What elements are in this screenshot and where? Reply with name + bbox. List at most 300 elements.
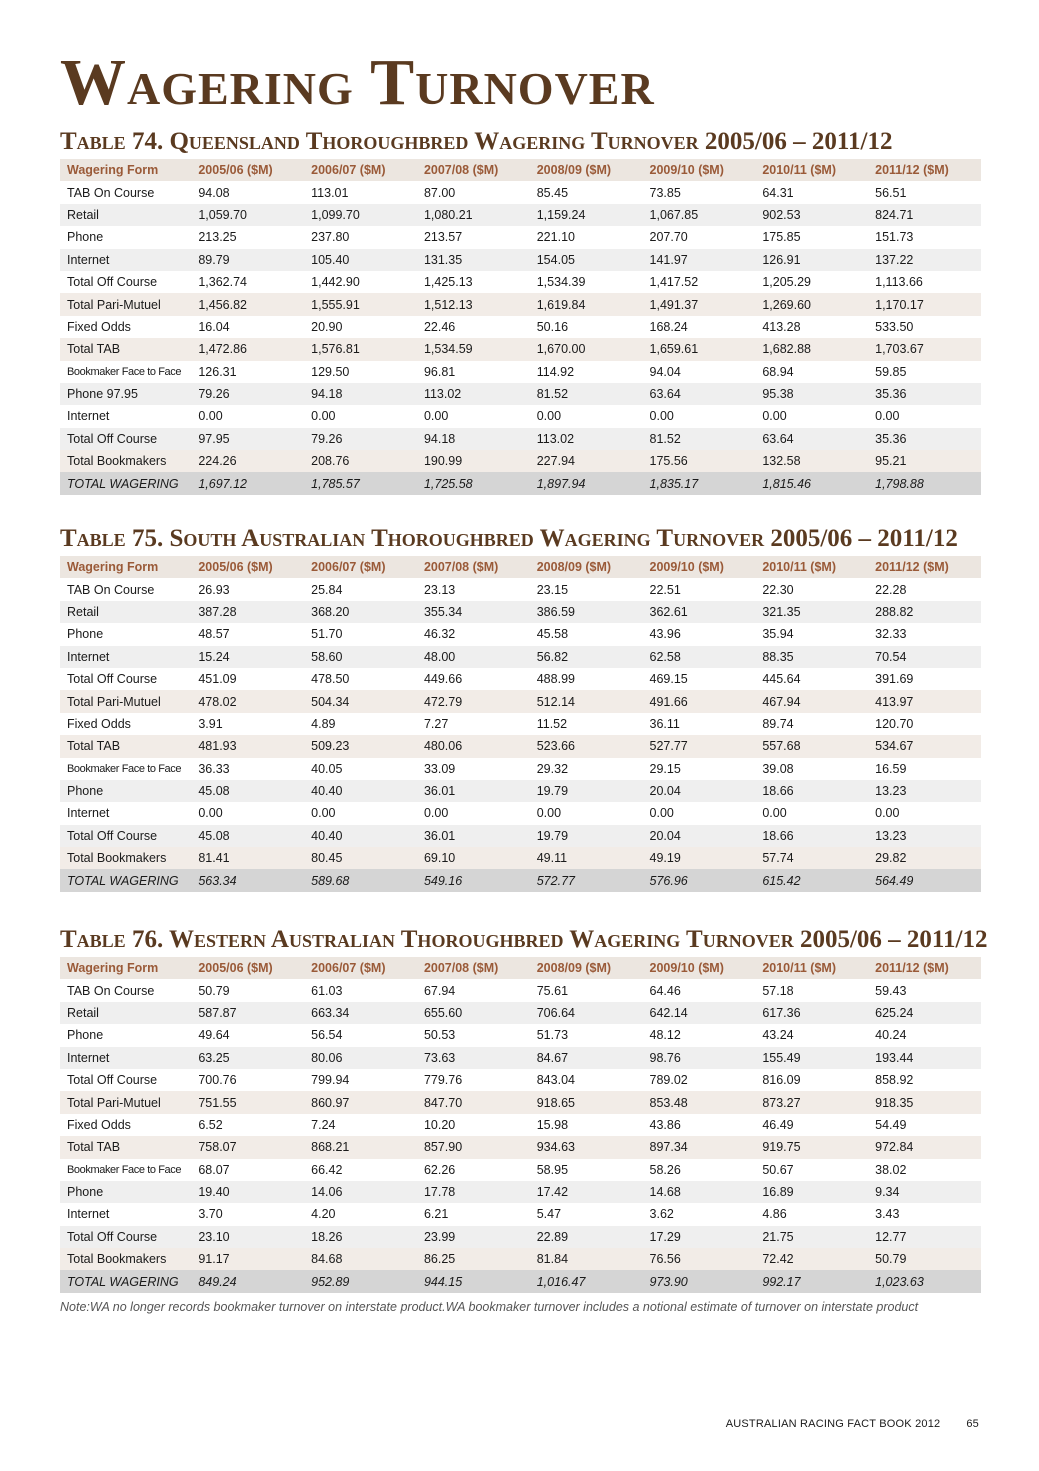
table-row xyxy=(60,668,981,690)
table-cell: 113.01 xyxy=(311,185,349,200)
table-cell: 572.77 xyxy=(530,869,643,891)
table-cell: 13.23 xyxy=(868,780,981,802)
table-cell: 3.91 xyxy=(198,716,223,731)
table-cell: 51.70 xyxy=(311,627,343,642)
row-label: Internet xyxy=(67,806,110,821)
table-cell: 40.05 xyxy=(311,761,343,776)
table-row xyxy=(60,713,981,735)
row-label: Total Bookmakers xyxy=(60,1248,191,1270)
row-label: Retail xyxy=(60,601,191,623)
table-cell: 362.61 xyxy=(643,601,756,623)
table-cell: 1,534.59 xyxy=(417,338,530,360)
table-cell: 43.24 xyxy=(762,1028,794,1043)
table-cell: 934.63 xyxy=(530,1136,643,1158)
table-cell: 58.26 xyxy=(649,1162,681,1177)
table-cell: 221.10 xyxy=(536,230,575,245)
table-cell: 504.34 xyxy=(304,690,417,712)
table-cell: 533.50 xyxy=(875,319,914,334)
table-cell: 918.35 xyxy=(868,1091,981,1113)
table-title: Table 74. Queensland Thoroughbred Wagering Turnover 2005/06 – 2011/12 xyxy=(60,128,893,155)
column-header: 2005/06 ($M) xyxy=(191,159,304,181)
table-cell: 0.00 xyxy=(649,806,674,821)
table-cell: 33.09 xyxy=(423,761,456,776)
footer-page-number: 65 xyxy=(966,1418,979,1430)
table-cell: 75.61 xyxy=(536,983,569,998)
table-cell: 1,362.74 xyxy=(198,275,248,290)
table-cell: 51.73 xyxy=(536,1028,569,1043)
table-note: Note:WA no longer records bookmaker turnover on interstate product.WA bookmaker turnover includes a notional estimate of turnover on interstate product xyxy=(60,1300,919,1314)
column-header: 2007/08 ($M) xyxy=(417,957,530,979)
table-cell: 0.00 xyxy=(875,806,900,821)
column-header: 2007/08 ($M) xyxy=(417,159,530,181)
table-row xyxy=(60,780,981,802)
table-cell: 1,113.66 xyxy=(875,275,923,290)
table-cell: 95.21 xyxy=(868,450,981,472)
table-row xyxy=(60,758,981,780)
table-cell: 523.66 xyxy=(530,735,643,757)
table-cell: 615.42 xyxy=(755,869,868,891)
table-cell: 13.23 xyxy=(868,825,981,847)
table-cell: 94.08 xyxy=(198,185,230,200)
table-cell: 1,442.90 xyxy=(311,275,360,290)
table-cell: 85.45 xyxy=(536,185,569,200)
table-cell: 86.25 xyxy=(417,1248,530,1270)
column-header: 2010/11 ($M) xyxy=(755,159,868,181)
table-cell: 918.65 xyxy=(530,1091,643,1113)
table-row xyxy=(60,181,981,203)
row-label: Total Off Course xyxy=(60,428,191,450)
table-cell: 73.63 xyxy=(417,1047,530,1069)
table-cell: 50.79 xyxy=(198,983,230,998)
table-cell: 617.36 xyxy=(755,1002,868,1024)
table-cell: 1,798.88 xyxy=(868,472,981,494)
row-label: TOTAL WAGERING xyxy=(60,869,191,891)
table-cell: 391.69 xyxy=(875,672,914,687)
table-cell: 860.97 xyxy=(304,1091,417,1113)
table-cell: 175.56 xyxy=(643,450,756,472)
table-cell: 49.64 xyxy=(198,1028,230,1043)
row-label: Phone xyxy=(60,1181,191,1203)
row-label: TAB On Course xyxy=(67,983,155,998)
table-cell: 17.29 xyxy=(643,1226,756,1248)
table-cell: 16.89 xyxy=(755,1181,868,1203)
table-cell: 758.07 xyxy=(191,1136,304,1158)
table-cell: 655.60 xyxy=(417,1002,530,1024)
table-cell: 1,080.21 xyxy=(417,204,530,226)
table-cell: 22.89 xyxy=(530,1226,643,1248)
table-cell: 49.19 xyxy=(643,847,756,869)
table-cell: 3.43 xyxy=(875,1207,900,1222)
table-cell: 151.73 xyxy=(875,230,914,245)
row-label: Bookmaker Face to Face xyxy=(67,1163,182,1176)
table-cell: 18.66 xyxy=(755,780,868,802)
table-cell: 512.14 xyxy=(530,690,643,712)
table-cell: 89.74 xyxy=(762,716,794,731)
table-cell: 445.64 xyxy=(762,672,801,687)
table-cell: 7.24 xyxy=(311,1117,336,1132)
table-cell: 478.02 xyxy=(191,690,304,712)
table-cell: 873.27 xyxy=(755,1091,868,1113)
table-cell: 321.35 xyxy=(755,601,868,623)
table-cell: 207.70 xyxy=(649,230,688,245)
row-label: Total Pari-Mutuel xyxy=(60,1091,191,1113)
table-cell: 98.76 xyxy=(643,1047,756,1069)
table-cell: 1,491.37 xyxy=(643,293,756,315)
table-cell: 97.95 xyxy=(191,428,304,450)
table-cell: 168.24 xyxy=(649,319,688,334)
table-cell: 94.18 xyxy=(304,383,417,405)
table-row xyxy=(60,361,981,383)
table-title: Table 75. South Australian Thoroughbred Wagering Turnover 2005/06 – 2011/12 xyxy=(60,525,958,552)
table-cell: 23.99 xyxy=(417,1226,530,1248)
table-cell: 114.92 xyxy=(536,364,575,379)
table-row xyxy=(60,428,981,450)
row-label: Phone 97.95 xyxy=(60,383,191,405)
table-cell: 1,659.61 xyxy=(643,338,756,360)
table-76-section xyxy=(60,923,988,1293)
table-cell: 48.00 xyxy=(417,646,530,668)
table-cell: 22.30 xyxy=(762,582,794,597)
table-cell: 23.13 xyxy=(423,582,456,597)
table-cell: 564.49 xyxy=(868,869,981,891)
table-cell: 6.52 xyxy=(198,1117,223,1132)
table-cell: 919.75 xyxy=(755,1136,868,1158)
row-label: Internet xyxy=(60,1047,191,1069)
table-row xyxy=(60,249,981,271)
table-cell: 1,059.70 xyxy=(191,204,304,226)
table-cell: 18.26 xyxy=(304,1226,417,1248)
row-label: Phone xyxy=(60,780,191,802)
column-header: Wagering Form xyxy=(60,556,191,578)
table-cell: 478.50 xyxy=(311,672,350,687)
table-row xyxy=(60,1181,981,1203)
table-cell: 26.93 xyxy=(198,582,230,597)
table-cell: 193.44 xyxy=(868,1047,981,1069)
table-cell: 0.00 xyxy=(649,409,674,424)
table-row xyxy=(60,847,981,869)
table-row xyxy=(60,1069,981,1091)
table-cell: 40.24 xyxy=(875,1028,907,1043)
table-cell: 120.70 xyxy=(875,716,914,731)
table-cell: 7.27 xyxy=(423,716,449,731)
table-cell: 1,170.17 xyxy=(868,293,981,315)
table-cell: 50.67 xyxy=(762,1162,794,1177)
table-cell: 0.00 xyxy=(762,806,787,821)
table-cell: 22.46 xyxy=(423,319,456,334)
table-row xyxy=(60,204,981,226)
table-title: Table 76. Western Australian Thoroughbred Wagering Turnover 2005/06 – 2011/12 xyxy=(60,926,988,953)
table-cell: 799.94 xyxy=(311,1073,350,1088)
page-footer xyxy=(700,1418,979,1430)
column-header: 2008/09 ($M) xyxy=(530,556,643,578)
table-cell: 126.31 xyxy=(198,364,237,379)
table-row xyxy=(60,735,981,757)
table-cell: 35.94 xyxy=(762,627,794,642)
row-label: TOTAL WAGERING xyxy=(60,1270,191,1292)
table-cell: 20.90 xyxy=(311,319,343,334)
table-cell: 589.68 xyxy=(304,869,417,891)
table-row xyxy=(60,271,981,293)
table-cell: 952.89 xyxy=(304,1270,417,1292)
table-cell: 84.68 xyxy=(304,1248,417,1270)
table-row xyxy=(60,646,981,668)
table-cell: 105.40 xyxy=(304,249,417,271)
table-cell: 4.89 xyxy=(311,716,336,731)
table-cell: 9.34 xyxy=(868,1181,981,1203)
table-cell: 81.84 xyxy=(530,1248,643,1270)
column-header: 2006/07 ($M) xyxy=(304,159,417,181)
row-label: Retail xyxy=(60,1002,191,1024)
table-cell: 19.79 xyxy=(530,825,643,847)
table-cell: 29.32 xyxy=(536,761,569,776)
table-cell: 175.85 xyxy=(762,230,801,245)
table-cell: 36.01 xyxy=(417,825,530,847)
table-row xyxy=(60,1024,981,1046)
table-row xyxy=(60,1002,981,1024)
table-cell: 824.71 xyxy=(868,204,981,226)
table-cell: 141.97 xyxy=(643,249,756,271)
column-header: 2005/06 ($M) xyxy=(191,957,304,979)
table-cell: 368.20 xyxy=(304,601,417,623)
table-cell: 81.41 xyxy=(191,847,304,869)
row-label: Total Off Course xyxy=(67,672,158,687)
column-header: 2006/07 ($M) xyxy=(304,556,417,578)
table-cell: 6.21 xyxy=(423,1207,449,1222)
table-cell: 4.86 xyxy=(762,1207,787,1222)
table-cell: 451.09 xyxy=(198,672,237,687)
row-label: Total TAB xyxy=(60,1136,191,1158)
table-cell: 59.85 xyxy=(875,364,907,379)
table-cell: 944.15 xyxy=(417,1270,530,1292)
table-cell: 72.42 xyxy=(755,1248,868,1270)
table-cell: 58.60 xyxy=(304,646,417,668)
footer-publication: AUSTRALIAN RACING FACT BOOK 2012 xyxy=(725,1418,941,1430)
table-cell: 472.79 xyxy=(417,690,530,712)
table-cell: 587.87 xyxy=(191,1002,304,1024)
table-cell: 154.05 xyxy=(530,249,643,271)
table-cell: 81.52 xyxy=(530,383,643,405)
table-cell: 992.17 xyxy=(755,1270,868,1292)
table-cell: 95.38 xyxy=(755,383,868,405)
table-cell: 849.24 xyxy=(191,1270,304,1292)
table-cell: 25.84 xyxy=(311,582,343,597)
table-cell: 557.68 xyxy=(755,735,868,757)
table-row xyxy=(60,1159,981,1181)
table-cell: 1,205.29 xyxy=(762,275,811,290)
table-cell: 1,897.94 xyxy=(530,472,643,494)
table-cell: 137.22 xyxy=(868,249,981,271)
table-row xyxy=(60,802,981,824)
table-cell: 57.74 xyxy=(755,847,868,869)
row-label: Internet xyxy=(60,646,191,668)
table-cell: 1,472.86 xyxy=(191,338,304,360)
table-cell: 488.99 xyxy=(536,672,575,687)
column-header: 2011/12 ($M) xyxy=(868,159,981,181)
table-75-section xyxy=(60,522,981,892)
table-cell: 847.70 xyxy=(417,1091,530,1113)
row-label: Internet xyxy=(67,409,110,424)
row-label: Total TAB xyxy=(60,735,191,757)
column-header: 2008/09 ($M) xyxy=(530,159,643,181)
table-cell: 1,099.70 xyxy=(304,204,417,226)
table-cell: 54.49 xyxy=(875,1117,907,1132)
table-row xyxy=(60,623,981,645)
table-cell: 87.00 xyxy=(423,185,456,200)
table-cell: 38.02 xyxy=(875,1162,907,1177)
table-row xyxy=(60,226,981,248)
table-cell: 94.04 xyxy=(649,364,681,379)
table-cell: 0.00 xyxy=(198,409,223,424)
row-label: Retail xyxy=(60,204,191,226)
page-title: Wagering Turnover xyxy=(60,46,655,119)
row-label: TAB On Course xyxy=(67,582,155,597)
table-cell: 227.94 xyxy=(530,450,643,472)
table-cell: 1,555.91 xyxy=(304,293,417,315)
table-cell: 213.57 xyxy=(423,230,463,245)
table-cell: 1,619.84 xyxy=(530,293,643,315)
column-header: 2009/10 ($M) xyxy=(643,159,756,181)
table-cell: 66.42 xyxy=(311,1162,343,1177)
table-cell: 79.26 xyxy=(191,383,304,405)
table-cell: 129.50 xyxy=(311,364,350,379)
table-cell: 897.34 xyxy=(643,1136,756,1158)
table-cell: 69.10 xyxy=(417,847,530,869)
data-table xyxy=(60,957,981,1293)
table-cell: 19.79 xyxy=(530,780,643,802)
table-cell: 48.12 xyxy=(649,1028,681,1043)
column-header: 2005/06 ($M) xyxy=(191,556,304,578)
table-cell: 1,456.82 xyxy=(191,293,304,315)
column-header: 2010/11 ($M) xyxy=(755,556,868,578)
table-cell: 208.76 xyxy=(304,450,417,472)
row-label: TAB On Course xyxy=(67,185,155,200)
table-cell: 413.28 xyxy=(762,319,801,334)
table-cell: 902.53 xyxy=(755,204,868,226)
column-header: 2011/12 ($M) xyxy=(868,556,981,578)
table-cell: 20.04 xyxy=(643,825,756,847)
row-label: Bookmaker Face to Face xyxy=(67,762,182,775)
row-label: Fixed Odds xyxy=(67,1117,131,1132)
table-cell: 17.42 xyxy=(530,1181,643,1203)
row-label: Total Off Course xyxy=(67,1073,158,1088)
column-header: 2009/10 ($M) xyxy=(643,957,756,979)
table-header-row xyxy=(60,957,981,979)
table-cell: 81.52 xyxy=(643,428,756,450)
table-cell: 64.31 xyxy=(762,185,794,200)
row-label: Phone xyxy=(67,1028,104,1043)
table-cell: 57.18 xyxy=(762,983,794,998)
table-row xyxy=(60,690,981,712)
table-cell: 1,067.85 xyxy=(643,204,756,226)
table-cell: 36.01 xyxy=(417,780,530,802)
table-cell: 29.15 xyxy=(649,761,681,776)
table-cell: 288.82 xyxy=(868,601,981,623)
data-table xyxy=(60,556,981,892)
table-cell: 17.78 xyxy=(417,1181,530,1203)
table-cell: 36.33 xyxy=(198,761,230,776)
table-cell: 4.20 xyxy=(311,1207,336,1222)
table-cell: 70.54 xyxy=(868,646,981,668)
table-cell: 1,425.13 xyxy=(423,275,473,290)
table-cell: 0.00 xyxy=(536,806,562,821)
table-row xyxy=(60,1136,981,1158)
row-label: Total Pari-Mutuel xyxy=(60,293,191,315)
table-cell: 49.11 xyxy=(530,847,643,869)
table-row xyxy=(60,1114,981,1136)
table-cell: 58.95 xyxy=(536,1162,569,1177)
table-cell: 35.36 xyxy=(868,428,981,450)
table-cell: 63.25 xyxy=(191,1047,304,1069)
table-cell: 853.48 xyxy=(643,1091,756,1113)
table-cell: 1,725.58 xyxy=(417,472,530,494)
table-cell: 50.79 xyxy=(868,1248,981,1270)
row-label: Internet xyxy=(60,249,191,271)
table-cell: 62.58 xyxy=(643,646,756,668)
row-label: Fixed Odds xyxy=(67,716,131,731)
table-cell: 549.16 xyxy=(417,869,530,891)
table-cell: 706.64 xyxy=(530,1002,643,1024)
table-cell: 22.28 xyxy=(875,582,907,597)
table-cell: 43.86 xyxy=(649,1117,681,1132)
row-label: Total Bookmakers xyxy=(60,450,191,472)
table-cell: 858.92 xyxy=(875,1073,914,1088)
row-label: Phone xyxy=(67,627,104,642)
table-cell: 625.24 xyxy=(868,1002,981,1024)
table-row xyxy=(60,825,981,847)
table-cell: 113.02 xyxy=(530,428,643,450)
table-cell: 816.09 xyxy=(762,1073,801,1088)
table-cell: 19.40 xyxy=(191,1181,304,1203)
table-cell: 1,512.13 xyxy=(417,293,530,315)
table-cell: 89.79 xyxy=(191,249,304,271)
column-header: 2011/12 ($M) xyxy=(868,957,981,979)
table-cell: 94.18 xyxy=(417,428,530,450)
table-cell: 0.00 xyxy=(198,806,223,821)
row-label: Bookmaker Face to Face xyxy=(67,365,182,378)
table-cell: 12.77 xyxy=(868,1226,981,1248)
row-label: Phone xyxy=(67,230,104,245)
table-cell: 0.00 xyxy=(423,409,449,424)
table-cell: 61.03 xyxy=(311,983,343,998)
table-cell: 973.90 xyxy=(643,1270,756,1292)
table-cell: 642.14 xyxy=(643,1002,756,1024)
table-cell: 751.55 xyxy=(191,1091,304,1113)
table-row xyxy=(60,869,981,891)
table-cell: 155.49 xyxy=(755,1047,868,1069)
table-cell: 56.82 xyxy=(530,646,643,668)
table-cell: 0.00 xyxy=(762,409,787,424)
row-label: Total Off Course xyxy=(60,825,191,847)
table-cell: 23.10 xyxy=(191,1226,304,1248)
table-cell: 16.59 xyxy=(875,761,907,776)
table-cell: 96.81 xyxy=(423,364,456,379)
table-cell: 29.82 xyxy=(868,847,981,869)
table-row xyxy=(60,601,981,623)
table-cell: 113.02 xyxy=(417,383,530,405)
row-label: Total Pari-Mutuel xyxy=(60,690,191,712)
table-cell: 481.93 xyxy=(191,735,304,757)
table-cell: 1,697.12 xyxy=(191,472,304,494)
table-cell: 868.21 xyxy=(304,1136,417,1158)
table-cell: 50.53 xyxy=(423,1028,456,1043)
table-cell: 1,016.47 xyxy=(530,1270,643,1292)
table-cell: 663.34 xyxy=(304,1002,417,1024)
table-cell: 1,269.60 xyxy=(755,293,868,315)
table-cell: 190.99 xyxy=(417,450,530,472)
table-row xyxy=(60,293,981,315)
table-cell: 1,682.88 xyxy=(755,338,868,360)
table-cell: 40.40 xyxy=(304,780,417,802)
